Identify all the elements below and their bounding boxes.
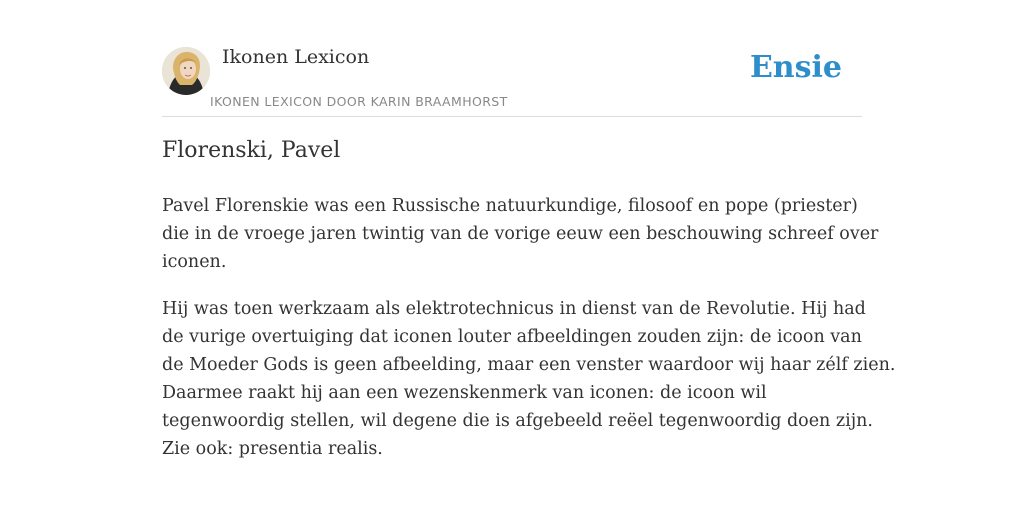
- entry-paragraph: [162, 192, 879, 276]
- lexicon-header: [162, 44, 862, 117]
- lexicon-title[interactable]: Ikonen Lexicon: [222, 46, 370, 68]
- paragraph-line: iconen.: [162, 252, 227, 272]
- paragraph-line: Daarmee raakt hij aan een wezenskenmerk van iconen: de icoon wil: [162, 383, 767, 403]
- author-portrait-icon: [162, 47, 210, 95]
- paragraph-line: Hij was toen werkzaam als elektrotechnicus in dienst van de Revolutie. Hij had: [162, 299, 866, 319]
- ensie-logo[interactable]: Ensie: [749, 50, 842, 85]
- paragraph-line: de vurige overtuiging dat iconen louter afbeeldingen zouden zijn: de icoon van: [162, 327, 862, 347]
- paragraph-line: Zie ook: presentia realis.: [162, 439, 383, 459]
- author-avatar[interactable]: [162, 47, 210, 95]
- paragraph-line: de Moeder Gods is geen afbeelding, maar een venster waardoor wij haar zélf zien.: [162, 355, 896, 375]
- paragraph-line: die in de vroege jaren twintig van de vorige eeuw een beschouwing schreef over: [162, 224, 879, 244]
- lexicon-byline[interactable]: IKONEN LEXICON DOOR KARIN BRAAMHORST: [210, 94, 508, 109]
- paragraph-line: tegenwoordig stellen, wil degene die is afgebeeld reëel tegenwoordig doen zijn.: [162, 411, 873, 431]
- paragraph-line: Pavel Florenskie was een Russische natuurkundige, filosoof en pope (priester): [162, 196, 858, 216]
- entry-body: [162, 192, 896, 482]
- entry-title: Florenski, Pavel: [162, 138, 341, 163]
- entry-paragraph: [162, 295, 896, 463]
